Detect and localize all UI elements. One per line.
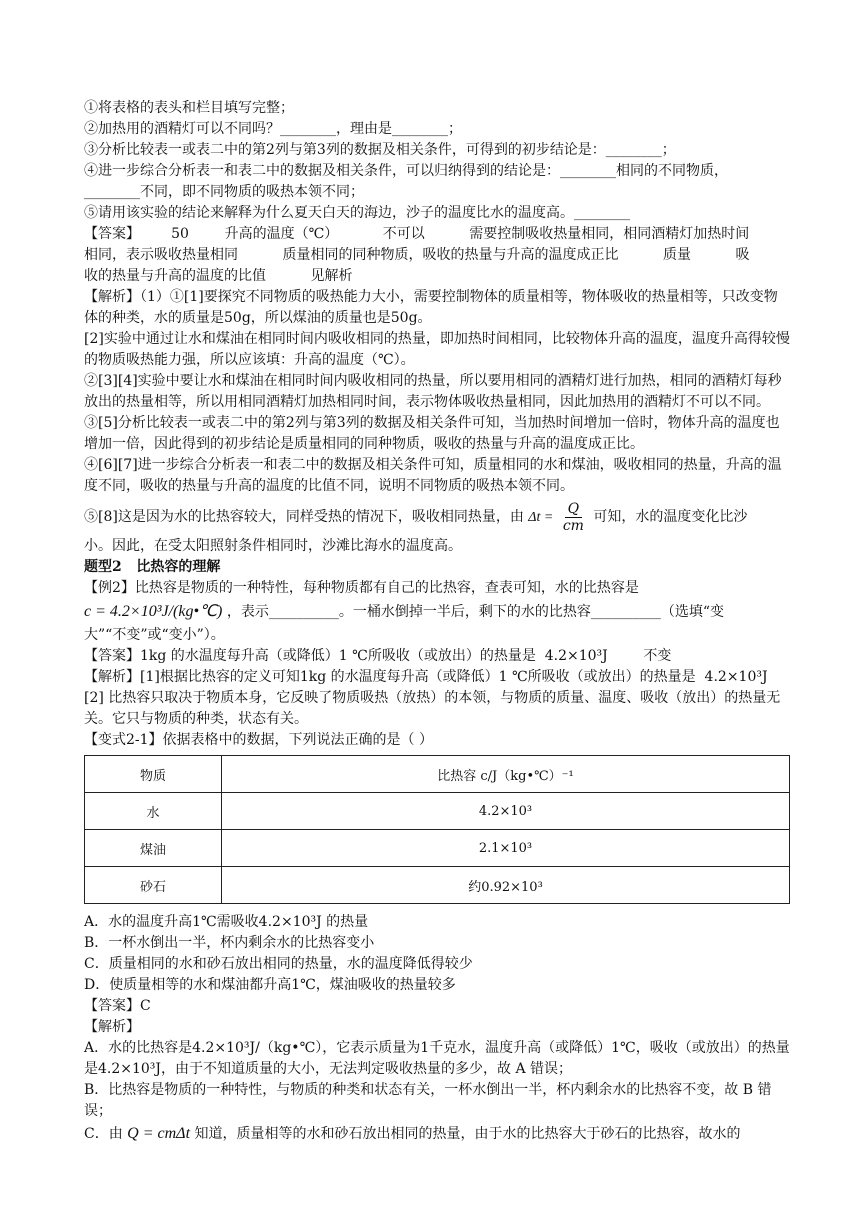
example-2-answer: 【答案】1kg 的水温度每升高（或降低）1 ℃所吸收（或放出）的热量是 4.2×10³J 不变 [84,648,672,664]
example-2-line-1: 【例2】比热容是物质的一种特性，每种物质都有自己的比热容，查表可知，水的比热容是 [84,580,639,596]
table-cell: 煤油 [85,830,222,867]
example-2-analysis-2: [2] 比热容只取决于物质本身，它反映了物质吸热（放热）的本领，与物质的质量、温度、吸收（放出）的热量无关。它只与物质的种类，状态有关。 [84,690,781,727]
formula-q-cm-delta-t: Q = cmΔt [127,1125,191,1142]
variant-analysis-c-pre: C．由 [84,1126,123,1142]
example-2-analysis-1: 【解析】[1]根据比热容的定义可知1kg 的水温度每升高（或降低）1 ℃所吸收（或放出）的热量是 4.2×10³J [84,669,768,685]
answer-line-2: 相同，表示吸收热量相同 质量相同的同种物质，吸收的热量与升高的温度成正比 质量 吸 [84,247,750,263]
option-b: B．一杯水倒出一半，杯内剩余水的比热容变小 [84,935,375,951]
question-4-line-2: ________不同，即不同物质的吸热本领不同； [84,184,364,200]
analysis-paragraph-5: ④[6][7]进一步综合分析表一和表二中的数据及相关条件可知，质量相同的水和煤油，吸收相同的热量，升高的温度不同，吸收的热量与升高的温度的比值不同，说明不同物质的吸热本领不同。 [84,457,782,494]
table-cell: 2.1×10³ [222,830,790,867]
option-a: A．水的温度升高1℃需吸收4.2×10³J 的热量 [84,914,369,930]
answer-line-3: 收的热量与升高的温度的比值 见解析 [84,268,353,284]
analysis-paragraph-4: ③[5]分析比较表一或表二中的第2列与第3列的数据及相关条件可知，当加热时间增加一倍时，物体升高的温度也增加一倍，因此得到的初步结论是质量相同的同种物质，吸收的热量与升高的温度成正比。 [84,415,780,452]
table-cell: 约0.92×10³ [222,867,790,904]
analysis-paragraph-2: [2]实验中通过让水和煤油在相同时间内吸收相同的热量，即加热时间相同，比较物体升高的温度，温度升高得较慢的物质吸热能力强，所以应该填：升高的温度（℃）。 [84,331,790,368]
table-header-row [85,756,790,793]
table-row [85,793,790,830]
option-d: D．使质量相等的水和煤油都升高1℃，煤油吸收的热量较多 [84,977,456,993]
answer-line-1: 【答案】 50 升高的温度（℃） 不可以 需要控制吸收热量相同，相同酒精灯加热时间 [84,226,750,242]
example-2-line-3: 大”“不变”或“变小”）。 [84,627,225,643]
question-1: ①将表格的表头和栏目填写完整； [84,100,294,116]
analysis-paragraph-6-cont: 小。因此，在受太阳照射条件相同时，沙滩比海水的温度高。 [84,538,462,554]
example-2-line-2 [84,599,790,625]
option-c: C．质量相同的水和砂石放出相同的热量，水的温度降低得较少 [84,956,473,972]
analysis-paragraph-3: ②[3][4]实验中要让水和煤油在相同时间内吸收相同的热量，所以要用相同的酒精灯进行加热，相同的酒精灯每秒放出的热量相等，所以用相同酒精灯加热相同时间，表示物体吸收热量相同，因此加热用的酒精灯不可以不同。 [84,373,782,410]
analysis-paragraph-6 [84,499,790,536]
table-cell: 砂石 [85,867,222,904]
specific-heat-table [84,755,790,904]
variant-analysis-heading: 【解析】 [84,1019,140,1035]
analysis-6-text-a: ⑤[8]这是因为水的比热容较大，同样受热的情况下，吸收相同热量，由 [84,509,524,525]
variant-analysis-b: B．比热容是物质的一种特性，与物质的种类和状态有关，一杯水倒出一半，杯内剩余水的比热容不变，故 B 错误； [84,1082,772,1119]
table-header-cell: 物质 [85,756,222,793]
table-cell: 4.2×10³ [222,793,790,830]
document-page [84,98,790,1146]
variant-analysis-a: A．水的比热容是4.2×10³J/（kg•℃），它表示质量为1千克水，温度升高（或降低）1℃，吸收（或放出）的热量是4.2×10³J，由于不知道质量的大小，无法判定吸收热量的多少，故 A 错误； [84,1040,790,1077]
variant-analysis-c-post: 知道，质量相等的水和砂石放出相同的热量，由于水的比热容大于砂石的比热容，故水的 [194,1126,741,1142]
question-5: ⑤请用该实验的结论来解释为什么夏天白天的海边，沙子的温度比水的温度高。________ [84,205,630,221]
table-cell: 水 [85,793,222,830]
analysis-6-text-b: 可知，水的温度变化比沙 [593,509,748,525]
section-title-type-2: 题型2 比热容的理解 [84,559,221,575]
question-4-line-1: ④进一步综合分析表一和表二中的数据及相关条件，可以归纳得到的结论是：________相同的不同物质， [84,163,728,179]
analysis-paragraph-1: 【解析】（1）①[1]要探究不同物质的吸热能力大小，需要控制物体的质量相等，物体吸收的热量相等，只改变物体的种类，水的质量是50g，所以煤油的质量也是50g。 [84,289,778,326]
example-2-text-b: ，表示__________。一桶水倒掉一半后，剩下的水的比热容__________（选填“变 [226,604,724,620]
variant-analysis-c [84,1122,790,1146]
formula-delta-t: Δt = [528,510,554,525]
formula-specific-heat: c = 4.2×10³J/(kg•℃) [84,603,223,620]
fraction-q-over-cm [560,501,587,534]
table-header-cell: 比热容 c/J（kg•℃）⁻¹ [222,756,790,793]
fraction-numerator: Q [565,501,582,518]
variant-answer: 【答案】C [84,998,151,1014]
question-3: ③分析比较表一或表二中的第2列与第3列的数据及相关条件，可得到的初步结论是：________； [84,142,676,158]
question-2: ②加热用的酒精灯可以不同吗？________，理由是________； [84,121,462,137]
variant-2-1-title: 【变式2-1】依据表格中的数据，下列说法正确的是（ ） [84,732,433,748]
fraction-denominator: cm [562,517,584,534]
table-row [85,830,790,867]
table-row [85,867,790,904]
